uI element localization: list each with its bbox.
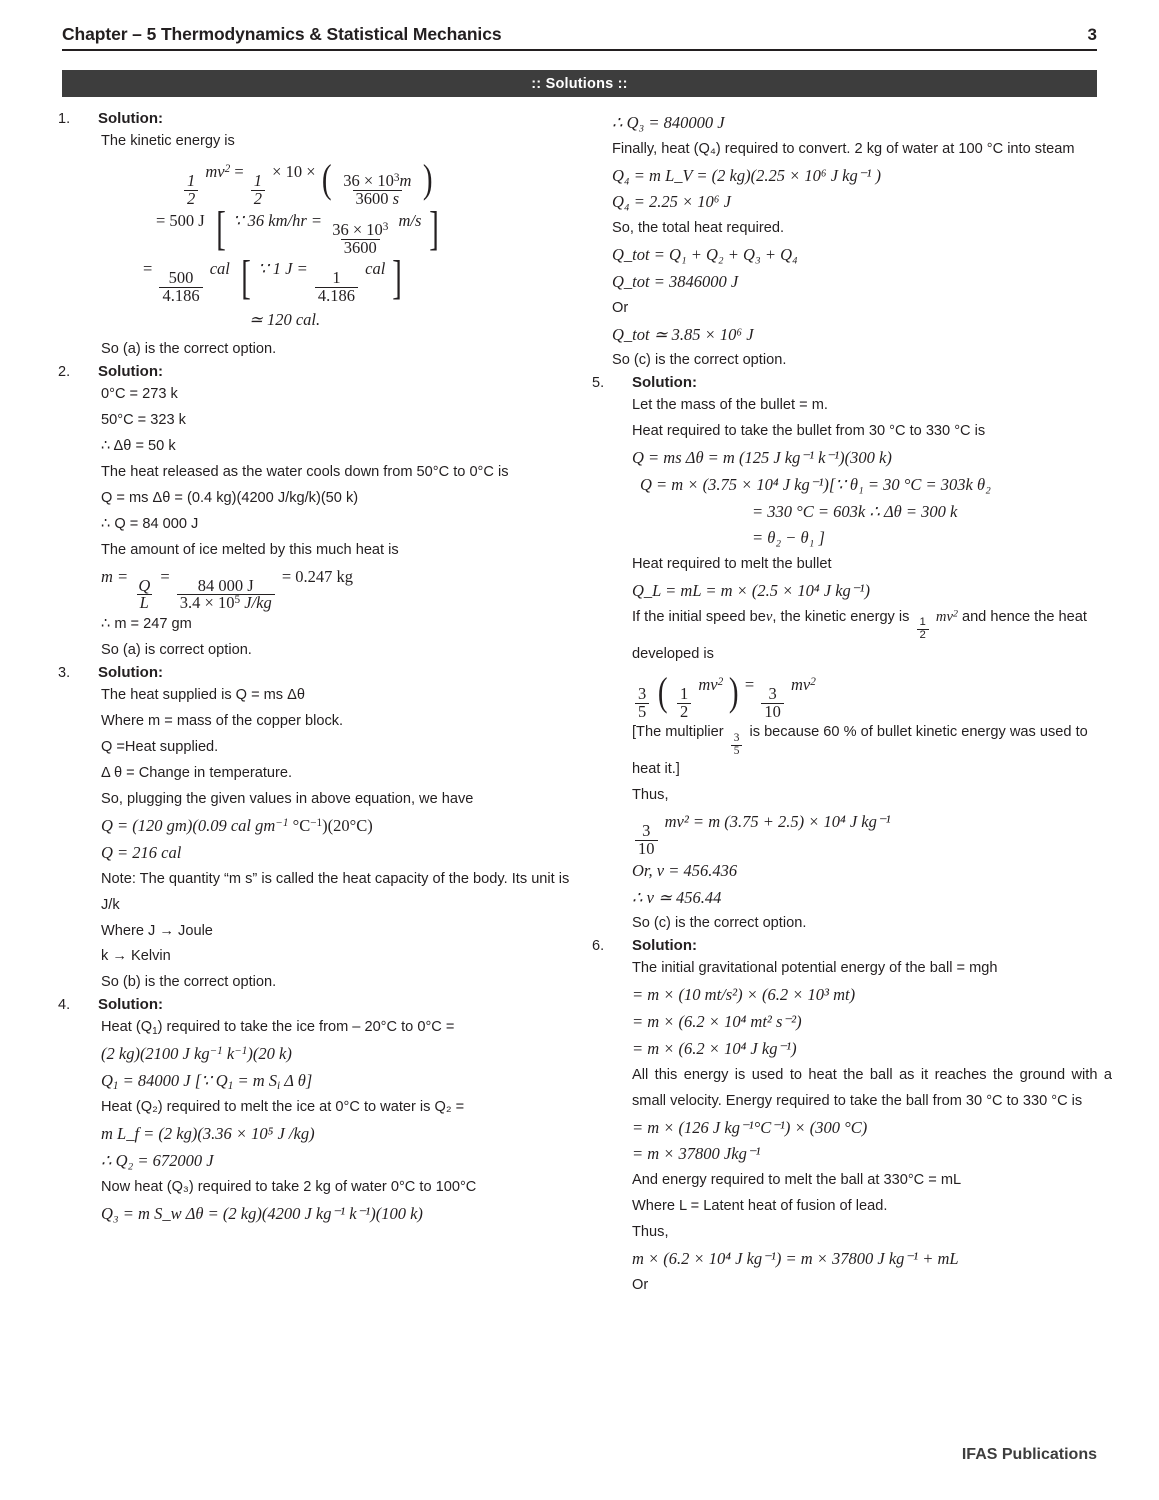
s4-right-line-2: Finally, heat (Q₄) required to convert. 2 kg of water at 100 °C into steam [612,140,1075,157]
s6-line-11: m × (6.2 × 10⁴ J kg⁻¹) = m × 37800 J kg⁻¹ + mL [632,1248,959,1268]
solution-3-conclusion: So (b) is the correct option. [101,974,277,991]
eq3-unit-2: cal [365,259,386,279]
solution-5-number: 5. [592,375,605,392]
s6-line-10: Thus, [632,1223,669,1240]
page-number: 3 [1087,25,1097,44]
footer-publisher: IFAS Publications [961,1446,1097,1463]
solution-4-label: Solution: [98,996,163,1014]
solution-2 [58,363,578,664]
s6-line-2: = m × (10 mt/s²) × (6.2 × 10³ mt) [632,985,856,1005]
s4-line-4: Heat (Q₂) required to melt the ice at 0°C to water is Q₂ = [101,1099,465,1116]
solution-1-equation-3: = $\frac{500}{4.186}$ cal [ ∵ 1 J = $\frac{1}{4.186}$ cal ] [143,250,403,306]
s5-line-3: Q = ms Δθ = m (125 J kg⁻¹ k⁻¹)(300 k) [632,448,892,468]
left-column [58,110,578,1228]
s3-line-2: Where m = mass of the copper block. [101,713,344,730]
s6-line-12: Or [632,1276,649,1293]
s3-line-10: k → Kelvin [101,948,171,965]
eq1-lhs-numerator: 1 [187,171,196,191]
solution-3 [58,664,578,996]
s3-line-3: Q =Heat supplied. [101,739,219,756]
s5-equation-kinetic: $\frac{3}{5}$ ( $\frac{1}{2}$ $mv^2$ ) = $\frac{3}{10}$ $mv^2$ [632,672,1112,721]
s4-line-1: Heat $(Q_1)$ required to take the ice from – 20°C to 0°C = [101,1019,455,1038]
s2-line-7: The amount of ice melted by this much heat is [101,541,399,558]
solution-6-number: 6. [592,938,605,955]
solution-1-conclusion: So (a) is the correct option. [101,340,277,357]
s6-line-3: = m × (6.2 × 10⁴ mt² s⁻²) [632,1012,802,1032]
eq1-lhs-variable: $mv^2$ [205,161,231,181]
s3-line-5: So, plugging the given values in above equation, we have [101,791,474,808]
s5-line-7: Heat required to melt the bullet [632,556,832,572]
solution-1-equation-2: = 500 J [ ∵ 36 km/hr = $\frac{36 \times 10^3}{3600}$ m/s ] [156,201,439,257]
eq1-middle: × 10 × [272,161,316,181]
s2-line-8: ∴ m = 247 gm [101,616,192,633]
s4-right-line-4: Q₄ = 2.25 × 10⁶ J [612,192,731,212]
s3-line-7: Q = 216 cal [101,842,182,862]
s5-line-1: Let the mass of the bullet = m. [632,397,828,414]
s5-line-10: Or, v = 456.436 [632,861,738,881]
solutions-section-bar [62,70,1097,97]
s3-line-9: Where J → Joule [101,922,213,939]
solution-5 [592,374,1112,937]
s2-line-4: The heat released as the water cools down from 50°C to 0°C is [101,463,509,480]
s4-line-3: $Q_1 = 84000$ J [∵ $Q_1 = m$ $S_i$ Δ θ] [101,1071,313,1093]
s2-line-5: Q = ms Δθ = (0.4 kg)(4200 J/kg/k)(50 k) [101,489,359,506]
s5-line-6: = θ₂ − θ₁ ] [752,528,825,548]
s6-line-1: The initial gravitational potential energy of the ball = mgh [632,960,998,977]
solution-1-intro: The kinetic energy is [101,133,235,149]
s6-line-5: All this energy is used to heat the ball as it reaches the ground with a small velocity. Energy required to take the ball from 30 °C to 330 °C is [632,1066,1112,1109]
s4-right-line-7: Q_tot = 3846000 J [612,271,739,291]
s4-line-6: ∴ Q₂ = 672000 J [101,1151,214,1171]
solution-1-label: Solution: [98,110,163,127]
s2-equation-m: m = $\frac{Q}{L}$ = $\frac{84 000 J}{3.4 \times 10^5 J/kg}$ = 0.247 kg [101,566,354,613]
solution-1 [58,110,578,363]
s5-equation-final: $\frac{3}{10}$ mv² = m (3.75 + 2.5) × 10⁴ J kg⁻¹ [632,809,1112,858]
eq-m-rhs: = 0.247 kg [281,566,354,586]
solution-6 [592,937,1112,1298]
s4-line-7: Now heat (Q₃) required to take 2 kg of water 0°C to 100°C [101,1178,477,1195]
s4-line-8: Q₃ = m S_w Δθ = (2 kg)(4200 J kg⁻¹ k⁻¹)(100 k) [101,1203,423,1223]
solution-4-number: 4. [58,997,71,1014]
solution-4-heading [58,996,578,1013]
solution-1-heading [58,110,578,127]
s5-line-5: = 330 °C = 603k ∴ Δθ = 300 k [752,501,958,521]
eq2-unit: m/s [398,210,422,230]
s5-thus: Thus, [632,787,669,804]
s6-line-8: And energy required to melt the ball at 330°C = mL [632,1171,962,1188]
solution-1-equation-1: $\frac{1}{2}$ $mv^2$ = $\frac{1}{2}$ × 10 × ( $\frac{36 \times 10^3m}{3600 s}$ ) [101,159,578,208]
solution-2-heading [58,363,578,380]
s4-line-2: (2 kg)(2100 J $kg^{-1}$ $k^{-1})(20$ k) [101,1044,292,1064]
eq3-unit: cal [209,259,230,279]
s3-line-1: The heat supplied is Q = ms Δθ [101,687,306,704]
s6-line-4: = m × (6.2 × 10⁴ J kg⁻¹) [632,1038,797,1058]
s5-line-8: Q_L = mL = m × (2.5 × 10⁴ J kg⁻¹) [632,580,870,600]
solution-5-conclusion: So (c) is the correct option. [632,915,807,932]
s3-line-8: Note: The quantity “m s” is called the heat capacity of the body. Its unit is J/k [101,870,570,913]
solution-3-label: Solution: [98,664,163,682]
s6-line-9: Where L = Latent heat of fusion of lead. [632,1197,888,1214]
solutions-section-label: :: Solutions :: [531,75,628,92]
solution-2-conclusion: So (a) is correct option. [101,642,252,659]
s5-note: [The multiplier $\frac{3}{5}$ is because 60 % of bullet kinetic energy was used to heat it.] [632,724,1088,778]
solution-3-number: 3. [58,665,71,682]
eq1-lhs-denominator: 2 [184,190,198,208]
solution-2-label: Solution: [98,362,163,380]
s4-right-line-8: Or [612,299,629,316]
page-header [62,24,1097,51]
right-column [592,110,1112,1299]
solution-6-heading [592,937,1112,954]
s5-line-4: Q = m × (3.75 × 10⁴ J kg⁻¹)[∵ θ₁ = 30 °C = 303k θ₂ [640,474,991,494]
solution-5-heading [592,374,1112,391]
eq2-because: ∵ 36 km/hr = [233,210,323,230]
s4-line-5: m L_f = (2 kg)(3.36 × 10⁵ J /kg) [101,1124,315,1144]
solution-4-continued [612,110,1112,374]
s2-line-2: 50°C = 323 k [101,411,186,428]
s3-line-4: Δ θ = Change in temperature. [101,765,293,782]
s6-line-7: = m × 37800 Jkg⁻¹ [632,1144,761,1164]
solution-2-number: 2. [58,363,71,380]
eq2-value: = 500 J [156,210,205,230]
s4-right-line-1: ∴ Q₃ = 840000 J [612,113,725,132]
s5-line-9: If the initial speed bev, the kinetic energy is $\frac{1}{2}$ $mv^2$ and hence the heat developed is [632,608,1087,662]
s3-line-6: Q = (120 gm)(0.09 cal $gm^{-1}$ $^\circ C^{-1})(20^\circ C)$ [101,816,373,836]
s2-line-6: ∴ Q = 84 000 J [101,515,199,532]
chapter-title: Chapter – 5 Thermodynamics & Statistical Mechanics [62,24,502,44]
s4-right-line-6: Q_tot = Q₁ + Q₂ + Q₃ + Q₄ [612,245,798,265]
s2-line-3: ∴ Δθ = 50 k [101,437,176,454]
solution-4-conclusion: So (c) is the correct option. [612,352,787,369]
solution-5-label: Solution: [632,374,697,392]
eq3-because: ∵ 1 J = [258,259,308,279]
solution-1-number: 1. [58,111,71,127]
s6-line-6: = m × (126 J kg⁻¹°C⁻¹) × (300 °C) [632,1117,868,1137]
eq-m-lhs: m = [101,566,129,586]
solution-6-label: Solution: [632,937,697,955]
s5-line-11: ∴ v ≃ 456.44 [632,887,722,907]
s2-line-1: 0°C = 273 k [101,385,178,402]
solution-1-equation-4: ≃ 120 cal. [249,310,321,330]
s4-right-line-3: Q₄ = m L_V = (2 kg)(2.25 × 10⁶ J kg⁻¹ ) [612,165,882,185]
s4-right-line-9: Q_tot ≃ 3.85 × 10⁶ J [612,324,754,344]
solution-4 [58,996,578,1227]
solution-3-heading [58,664,578,681]
s5-line-2: Heat required to take the bullet from 30 °C to 330 °C is [632,423,986,440]
s4-right-line-5: So, the total heat required. [612,220,784,237]
